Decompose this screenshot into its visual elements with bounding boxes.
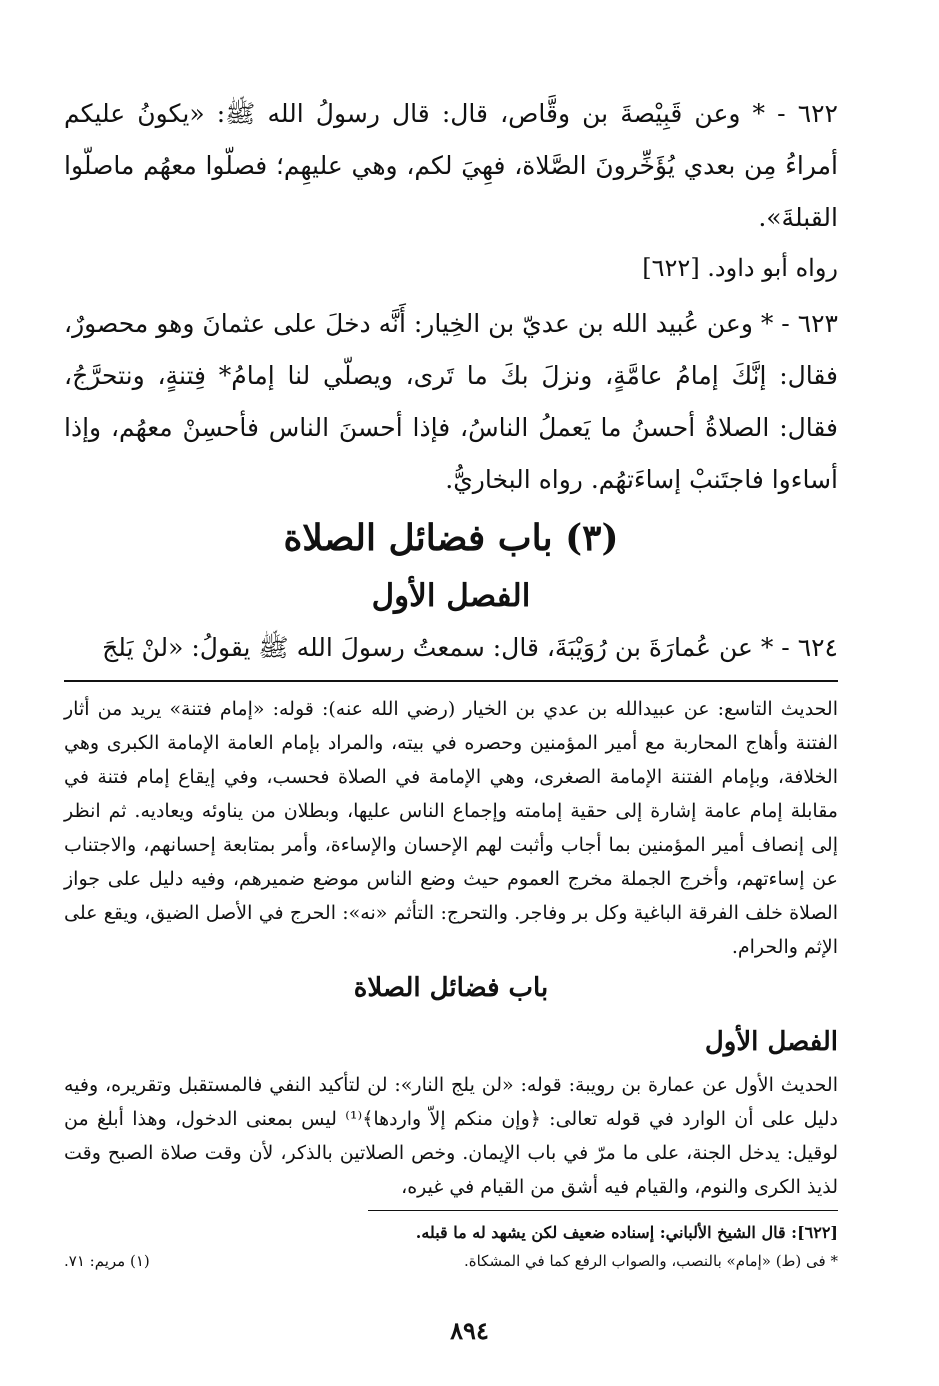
- page-number: ٨٩٤: [450, 1316, 489, 1345]
- footnote-albani: [٦٢٢]: قال الشيخ الألباني: إسناده ضعيف لكن يشهد له ما قبله.: [415, 1223, 838, 1242]
- footnote-variant: * فى (ط) «إمام» بالنصب، والصواب الرفع كما في المشكاة.: [463, 1252, 838, 1270]
- hadith-623: ٦٢٣ - * وعن عُبيد الله بن عديّ بن الخِيار: أَنَّه دخلَ على عثمانَ وهو محصورٌ، فقال: إنَّكَ إمامُ عامَّةٍ، ونزلَ بكَ ما تَرى، ويصلّي لنا إمامُ* فِتنةٍ، ونتحرَّجُ، فقال: الصلاةُ أحسنُ ما يَعملُ الناسُ، فإذا أحسنَ الناس فأحسِنْ معهُم، وإذا أساءوا فاجتَنبْ إساءَتهُم. رواه البخاريُّ.: [64, 309, 838, 494]
- commentary-hadith-1: الحديث الأول عن عمارة بن رويبة: قوله: «لن يلج النار»: لن لتأكيد النفي فالمستقبل وتقريره، وفيه دليل على أن الوارد في قوله تعالى: ﴿وإن منكم إلاّ واردها﴾⁽¹⁾ ليس بمعنى الدخول، وهذا أبلغ من لوقيل: يدخل الجنة، على ما مرّ في باب الإيمان. وخص الصلاتين بالذكر، لأن وقت صلاة الصبح وقت لذيذ الكرى والنوم، والقيام فيه أشق من القيام في غيره،: [64, 1074, 838, 1198]
- commentary-chapter-title: باب فضائل الصلاة: [353, 973, 549, 1003]
- chapter-section: الفصل الأول: [371, 578, 531, 614]
- footnote-quran-ref: (١) مريم: ٧١.: [64, 1252, 150, 1270]
- main-divider: [64, 680, 838, 682]
- footnote-divider: [368, 1210, 838, 1211]
- hadith-622: ٦٢٢ - * وعن قَبِيْصةَ بن وقَّاص، قال: قال رسولُ الله ﷺ: «يكونُ عليكم أمراءُ مِن بعدي يُؤَخِّرونَ الصَّلاة، فهِيَ لكم، وهي عليهِم؛ فصلّوا معهُم ماصلّوا القبلةَ».: [64, 99, 838, 232]
- hadith-624: ٦٢٤ - * عن عُمارَةَ بن رُوَيْبَةَ، قال: سمعتُ رسولَ الله ﷺ يقولُ: «لنْ يَلجَ: [102, 633, 838, 662]
- commentary-section-title: الفصل الأول: [704, 1027, 838, 1057]
- page-body: [64, 88, 838, 1275]
- hadith-622-credit: رواه أبو داود. [٦٢٢]: [642, 254, 838, 282]
- footnote-row: [64, 1247, 838, 1275]
- commentary-hadith-9: الحديث التاسع: عن عبيدالله بن عدي بن الخيار (رضي الله عنه): قوله: «إمام فتنة» يريد من أثار الفتنة وأهاج المحاربة مع أمير المؤمنين وحصره في بيته، والمراد بإمام العامة الإمامة الكبرى وهي الخلافة، وبإمام الفتنة الإمامة الصغرى، وهي الإمامة في الصلاة فحسب، وفي إيقاع إمام فتنة في مقابلة إمام عامة إشارة إلى حقية إمامته وإجماع الناس عليها، وبطلان من يناوئه ويعاديه. ثم انظر إلى إنصاف أمير المؤمنين بما أجاب وأثبت لهم الإحسان والإساءة، وأمر بمتابعة إحسانهم، والاجتناب عن إساءتهم، وأخرج الجملة مخرج العموم حيث وضع الناس موضع ضميرهم، وفيه دليل على جواز الصلاة خلف الفرقة الباغية وكل بر وفاجر. والتحرج: التأثم «نه»: الحرج في الأصل الضيق، ويقع على الإثم والحرام.: [64, 698, 838, 958]
- chapter-title: (٣) باب فضائل الصلاة: [283, 517, 619, 559]
